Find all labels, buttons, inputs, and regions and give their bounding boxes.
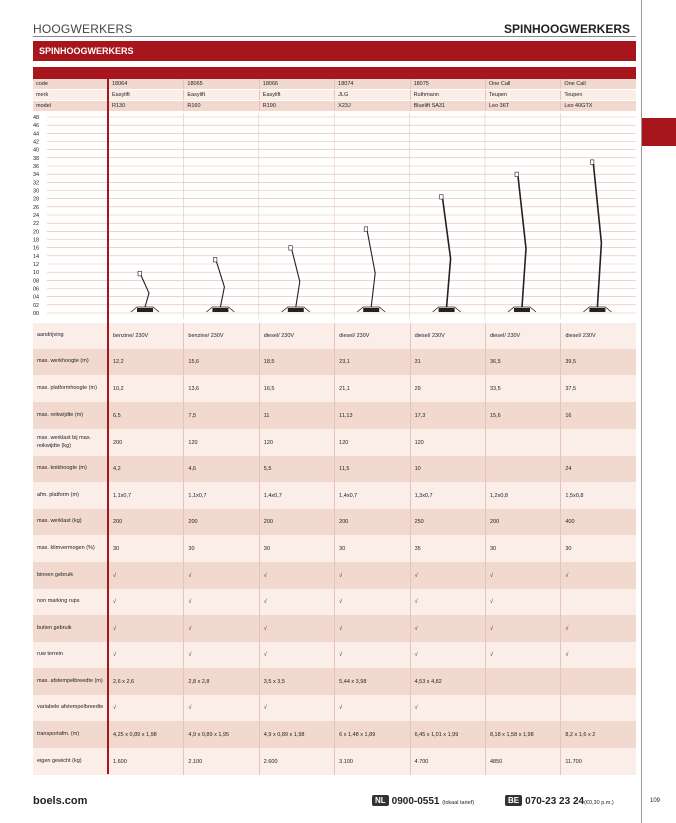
spec-cell bbox=[485, 456, 560, 482]
spec-row bbox=[33, 615, 636, 642]
spec-cell: 30 bbox=[334, 535, 409, 562]
spec-cell: 8,18 x 1,58 x 1,98 bbox=[485, 721, 560, 748]
spec-cell: √ bbox=[259, 695, 334, 721]
y-tick-label: 32 bbox=[33, 180, 40, 187]
spec-cell: √ bbox=[183, 589, 258, 615]
y-tick-label: 22 bbox=[33, 221, 40, 228]
spec-cell: √ bbox=[410, 695, 485, 721]
y-tick-label: 08 bbox=[33, 278, 40, 285]
spec-cell: √ bbox=[410, 642, 485, 668]
be-badge: BE bbox=[505, 795, 522, 806]
spec-cell: diesel/ 230V bbox=[259, 323, 334, 349]
y-tick-label: 28 bbox=[33, 196, 40, 203]
spec-cell: 400 bbox=[560, 509, 635, 535]
spec-cell: 12,2 bbox=[108, 349, 183, 375]
spec-cell: 23,1 bbox=[334, 349, 409, 375]
spec-cell: √ bbox=[183, 642, 258, 668]
spec-cell: 30 bbox=[259, 535, 334, 562]
spec-row-label: non marking rups bbox=[37, 598, 80, 605]
table-header-bar bbox=[33, 67, 636, 79]
spec-cell bbox=[485, 429, 560, 456]
header-row-label: code bbox=[36, 81, 48, 87]
spec-cell: 120 bbox=[410, 429, 485, 456]
spec-cell: 4,9 x 0,89 x 1,98 bbox=[259, 721, 334, 748]
header-row bbox=[33, 101, 636, 112]
spec-cell: 30 bbox=[108, 535, 183, 562]
spec-cell bbox=[560, 668, 635, 695]
machine-basket bbox=[590, 160, 594, 165]
spec-cell: √ bbox=[560, 615, 635, 642]
machine-silhouette bbox=[131, 271, 159, 312]
machine-base bbox=[363, 308, 379, 312]
header-cell: Easylift bbox=[259, 90, 334, 100]
spec-cell: 33,5 bbox=[485, 375, 560, 402]
spec-cell: 200 bbox=[259, 509, 334, 535]
machine-silhouette bbox=[583, 160, 611, 312]
spec-cell: 4,6 bbox=[183, 456, 258, 482]
spec-cell: 200 bbox=[485, 509, 560, 535]
machine-basket bbox=[213, 257, 217, 262]
machine-basket bbox=[515, 172, 519, 177]
spec-row-label: ruw terrein bbox=[37, 651, 63, 658]
spec-cell: 11,13 bbox=[334, 402, 409, 429]
header-cell: R130 bbox=[108, 101, 183, 111]
spec-cell: 1,1x0,7 bbox=[108, 482, 183, 509]
spec-cell: √ bbox=[410, 589, 485, 615]
spec-cell: diesel/ 230V bbox=[334, 323, 409, 349]
spec-row-label: max. platformhoogte (m) bbox=[37, 384, 97, 391]
header-cell: Ruthmann bbox=[410, 90, 485, 100]
header-cell: One Call bbox=[560, 79, 635, 89]
header-cell: 18075 bbox=[410, 79, 485, 89]
be-phone-number: 070-23 23 24 bbox=[525, 796, 585, 807]
spec-cell: 2,6 x 2,6 bbox=[108, 668, 183, 695]
spec-cell bbox=[560, 429, 635, 456]
spec-row bbox=[33, 668, 636, 695]
machine-base bbox=[137, 308, 153, 312]
y-tick-label: 46 bbox=[33, 123, 40, 130]
machine-base bbox=[212, 308, 228, 312]
spec-row-label: afm. platform (m) bbox=[37, 491, 79, 498]
spec-cell: 10 bbox=[410, 456, 485, 482]
machine-base bbox=[439, 308, 455, 312]
spec-cell: benzine/ 230V bbox=[183, 323, 258, 349]
label-column-divider bbox=[107, 67, 109, 774]
spec-row-label: buiten gebruik bbox=[37, 624, 72, 631]
header-cell: Easylift bbox=[183, 90, 258, 100]
spec-cell bbox=[485, 695, 560, 721]
machine-basket bbox=[289, 246, 293, 251]
header-cell: One Call bbox=[485, 79, 560, 89]
section-tab bbox=[642, 118, 676, 146]
machine-boom bbox=[292, 250, 300, 307]
spec-row bbox=[33, 642, 636, 668]
spec-cell: diesel/ 230V bbox=[485, 323, 560, 349]
header-cell: JLG bbox=[334, 90, 409, 100]
spec-cell: 4,9 x 0,89 x 1,95 bbox=[183, 721, 258, 748]
spec-cell: 6,45 x 1,01 x 1,99 bbox=[410, 721, 485, 748]
footer-site[interactable]: boels.com bbox=[33, 795, 88, 807]
spec-cell: √ bbox=[183, 615, 258, 642]
spec-row bbox=[33, 402, 636, 429]
y-tick-label: 06 bbox=[33, 286, 40, 293]
spec-cell: diesel/ 230V bbox=[560, 323, 635, 349]
spec-cell: √ bbox=[334, 642, 409, 668]
header-cell: Leo 40GTX bbox=[560, 101, 635, 111]
machine-boom bbox=[593, 164, 601, 307]
y-tick-label: 10 bbox=[33, 270, 40, 277]
footer-nl-phone bbox=[372, 795, 474, 807]
spec-cell bbox=[485, 668, 560, 695]
spec-row-label: transportafm. (m) bbox=[37, 730, 80, 737]
page-number: 109 bbox=[650, 798, 661, 804]
spec-cell: 250 bbox=[410, 509, 485, 535]
nl-phone-number: 0900-0551 bbox=[391, 796, 440, 807]
spec-row-label: max. knikhoogte (m) bbox=[37, 465, 87, 472]
spec-cell: 4,2 bbox=[108, 456, 183, 482]
spec-row-label: binnen gebruik bbox=[37, 571, 74, 578]
spec-row-label: max. werkhoogte (m) bbox=[37, 358, 89, 365]
spec-cell: 30 bbox=[560, 535, 635, 562]
spec-cell: 200 bbox=[108, 429, 183, 456]
machine-basket bbox=[138, 271, 142, 276]
spec-cell: √ bbox=[108, 695, 183, 721]
spec-cell: 16,5 bbox=[259, 375, 334, 402]
spec-cell bbox=[560, 695, 635, 721]
spec-cell: 1,2x0,8 bbox=[485, 482, 560, 509]
machine-base bbox=[288, 308, 304, 312]
spec-cell: benzine/ 230V bbox=[108, 323, 183, 349]
spec-cell: √ bbox=[259, 615, 334, 642]
machine-base bbox=[589, 308, 605, 312]
spec-cell: 1,4x0,7 bbox=[334, 482, 409, 509]
spec-cell: √ bbox=[259, 562, 334, 589]
machine-boom bbox=[216, 261, 224, 307]
header-cell: Bluelift SA31 bbox=[410, 101, 485, 111]
spec-cell: 29 bbox=[410, 375, 485, 402]
y-tick-label: 38 bbox=[33, 155, 40, 162]
spec-cell: √ bbox=[334, 615, 409, 642]
spec-row-label: aandrijving bbox=[37, 332, 64, 339]
header-cell: 18066 bbox=[259, 79, 334, 89]
spec-cell: 13,6 bbox=[183, 375, 258, 402]
spec-cell: 200 bbox=[108, 509, 183, 535]
spec-cell: 1,4x0,7 bbox=[259, 482, 334, 509]
header-cell: R190 bbox=[259, 101, 334, 111]
spec-row-label: eigen gewicht (kg) bbox=[37, 757, 82, 764]
header-row bbox=[33, 79, 636, 90]
spec-row bbox=[33, 429, 636, 456]
spec-cell: √ bbox=[108, 562, 183, 589]
y-tick-label: 02 bbox=[33, 302, 40, 309]
y-tick-label: 30 bbox=[33, 188, 40, 195]
y-tick-label: 20 bbox=[33, 229, 40, 236]
header-cell: R160 bbox=[183, 101, 258, 111]
spec-row bbox=[33, 375, 636, 402]
spec-row bbox=[33, 589, 636, 615]
spec-cell: 17,3 bbox=[410, 402, 485, 429]
y-tick-label: 26 bbox=[33, 204, 40, 211]
header-cell: Leo 36T bbox=[485, 101, 560, 111]
spec-cell: √ bbox=[485, 615, 560, 642]
spec-cell: √ bbox=[183, 695, 258, 721]
spec-cell bbox=[560, 589, 635, 615]
spec-row-label: max. reikwijdte (m) bbox=[37, 411, 84, 418]
spec-cell: 7,5 bbox=[183, 402, 258, 429]
header-cell: 18065 bbox=[183, 79, 258, 89]
spec-cell: 1,3x0,7 bbox=[410, 482, 485, 509]
machine-basket bbox=[440, 195, 444, 200]
nl-badge: NL bbox=[372, 795, 389, 806]
y-tick-label: 48 bbox=[33, 115, 40, 121]
spec-cell: 6,5 bbox=[108, 402, 183, 429]
spec-cell: √ bbox=[485, 642, 560, 668]
header-category: HOOGWERKERS bbox=[33, 22, 133, 36]
y-tick-label: 12 bbox=[33, 262, 40, 268]
y-tick-label: 00 bbox=[33, 311, 40, 317]
spec-cell: √ bbox=[259, 642, 334, 668]
spec-cell: diesel/ 230V bbox=[410, 323, 485, 349]
y-tick-label: 24 bbox=[33, 213, 40, 219]
spec-cell: 11.700 bbox=[560, 748, 635, 775]
spec-row-label: max. werklast (kg) bbox=[37, 518, 82, 525]
y-tick-label: 14 bbox=[33, 253, 40, 260]
spec-cell: 1,1x0,7 bbox=[183, 482, 258, 509]
spec-cell: 200 bbox=[334, 509, 409, 535]
spec-cell: 30 bbox=[485, 535, 560, 562]
spec-cell: √ bbox=[259, 589, 334, 615]
spec-cell: 3,5 x 3,5 bbox=[259, 668, 334, 695]
spec-cell: 200 bbox=[183, 509, 258, 535]
header-row-label: model bbox=[36, 103, 51, 109]
spec-row bbox=[33, 456, 636, 482]
spec-cell: √ bbox=[410, 615, 485, 642]
spec-row bbox=[33, 509, 636, 535]
spec-cell: 11,5 bbox=[334, 456, 409, 482]
spec-cell: √ bbox=[334, 695, 409, 721]
spec-cell: 2.100 bbox=[183, 748, 258, 775]
machine-boom bbox=[518, 176, 526, 307]
header-cell: 18064 bbox=[108, 79, 183, 89]
y-tick-label: 42 bbox=[33, 139, 40, 146]
spec-cell: 4,25 x 0,89 x 1,98 bbox=[108, 721, 183, 748]
spec-cell: √ bbox=[334, 562, 409, 589]
machine-silhouette bbox=[206, 257, 234, 312]
header-cell: X23J bbox=[334, 101, 409, 111]
header-row-label: merk bbox=[36, 92, 49, 98]
spec-cell: 1,5x0,8 bbox=[560, 482, 635, 509]
nl-phone-note: (lokaal tarief) bbox=[442, 800, 475, 806]
height-chart bbox=[33, 113, 636, 319]
spec-cell: 5,44 x 3,98 bbox=[334, 668, 409, 695]
y-tick-label: 16 bbox=[33, 245, 40, 252]
spec-cell: 120 bbox=[334, 429, 409, 456]
model-header-table bbox=[33, 79, 636, 112]
spec-row bbox=[33, 562, 636, 589]
spec-cell: √ bbox=[108, 642, 183, 668]
spec-cell: 30 bbox=[183, 535, 258, 562]
spec-cell: 4850 bbox=[485, 748, 560, 775]
spec-cell: 31 bbox=[410, 349, 485, 375]
spec-cell: 15,6 bbox=[183, 349, 258, 375]
spec-cell: 2.600 bbox=[259, 748, 334, 775]
y-tick-label: 18 bbox=[33, 237, 40, 244]
spec-row bbox=[33, 323, 636, 349]
spec-row-label: max. klimvermogen (%) bbox=[37, 544, 95, 551]
header-cell: 18074 bbox=[334, 79, 409, 89]
spec-row bbox=[33, 535, 636, 562]
spec-row bbox=[33, 482, 636, 509]
spec-row-label: max. werklast bij max. reikwijdte (kg) bbox=[37, 435, 92, 449]
y-tick-label: 36 bbox=[33, 164, 40, 170]
header-section: SPINHOOGWERKERS bbox=[503, 22, 630, 36]
spec-cell: 16 bbox=[560, 402, 635, 429]
section-title-bar: SPINHOOGWERKERS bbox=[33, 41, 636, 61]
spec-cell: 3.100 bbox=[334, 748, 409, 775]
footer-be-phone bbox=[505, 795, 614, 807]
spec-cell: 2,8 x 2,8 bbox=[183, 668, 258, 695]
header-cell: Teupen bbox=[560, 90, 635, 100]
spec-row bbox=[33, 695, 636, 721]
spec-cell: 24 bbox=[560, 456, 635, 482]
machine-base bbox=[514, 308, 530, 312]
spec-row bbox=[33, 349, 636, 375]
spec-cell: √ bbox=[485, 589, 560, 615]
spec-cell: 18,5 bbox=[259, 349, 334, 375]
spec-cell: 35 bbox=[410, 535, 485, 562]
y-tick-label: 40 bbox=[33, 147, 40, 154]
header-row bbox=[33, 90, 636, 101]
spec-cell: 11 bbox=[259, 402, 334, 429]
spec-cell: 39,5 bbox=[560, 349, 635, 375]
header-cell: Easylift bbox=[108, 90, 183, 100]
spec-cell: 5,5 bbox=[259, 456, 334, 482]
spec-table bbox=[33, 323, 636, 775]
y-tick-label: 34 bbox=[33, 172, 40, 179]
header-cell: Teupen bbox=[485, 90, 560, 100]
spec-row-label: variabele afstempelbreedte bbox=[37, 704, 104, 711]
machine-silhouette bbox=[508, 172, 536, 312]
machine-boom bbox=[367, 231, 375, 307]
header-rule bbox=[33, 36, 636, 37]
spec-row bbox=[33, 721, 636, 748]
spec-cell: √ bbox=[410, 562, 485, 589]
y-tick-label: 04 bbox=[33, 294, 40, 301]
spec-cell: 21,1 bbox=[334, 375, 409, 402]
spec-row bbox=[33, 748, 636, 775]
spec-cell: √ bbox=[108, 589, 183, 615]
spec-cell: 8,2 x 1,6 x 2 bbox=[560, 721, 635, 748]
spec-cell: √ bbox=[485, 562, 560, 589]
spec-cell: √ bbox=[560, 562, 635, 589]
be-phone-note: (€0,30 p.m.) bbox=[584, 800, 614, 806]
machine-silhouette bbox=[433, 195, 461, 312]
spec-cell: 15,6 bbox=[485, 402, 560, 429]
spec-cell: √ bbox=[183, 562, 258, 589]
spec-cell: 10,2 bbox=[108, 375, 183, 402]
spec-cell: 120 bbox=[259, 429, 334, 456]
spec-cell: 4.700 bbox=[410, 748, 485, 775]
spec-cell: 6 x 1,48 x 1,89 bbox=[334, 721, 409, 748]
spec-cell: 36,5 bbox=[485, 349, 560, 375]
spec-cell: 4,53 x 4,82 bbox=[410, 668, 485, 695]
y-tick-label: 44 bbox=[33, 131, 40, 138]
spec-cell: √ bbox=[108, 615, 183, 642]
machine-basket bbox=[364, 227, 368, 232]
spec-cell: √ bbox=[560, 642, 635, 668]
spec-cell: 120 bbox=[183, 429, 258, 456]
spec-cell: 37,5 bbox=[560, 375, 635, 402]
spec-cell: √ bbox=[334, 589, 409, 615]
spec-cell: 1.600 bbox=[108, 748, 183, 775]
spec-row-label: max. afstempelbreedte (m) bbox=[37, 677, 103, 684]
